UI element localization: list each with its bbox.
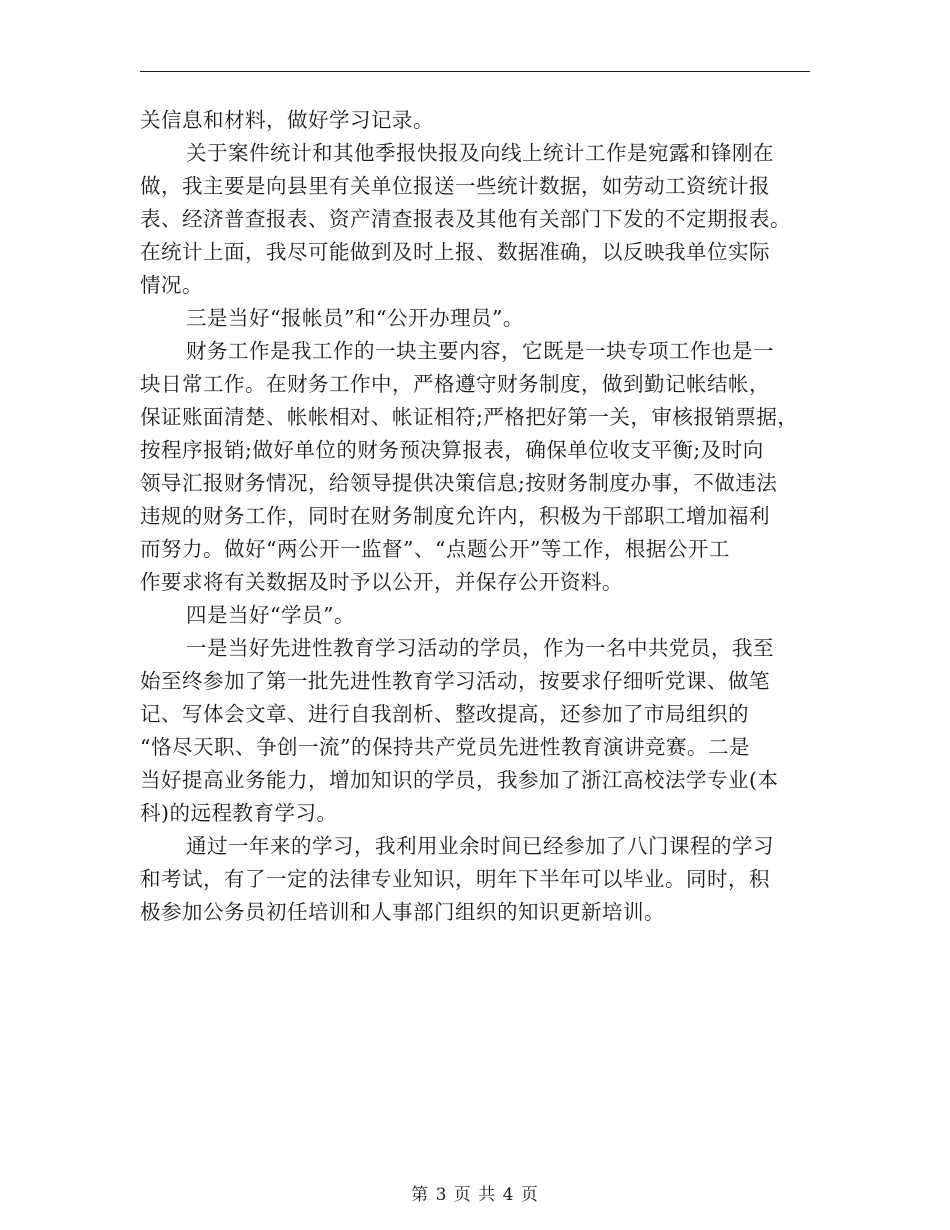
text-line: 保证账面清楚、帐帐相对、帐证相符;严格把好第一关，审核报销票据， (140, 405, 799, 429)
text-line: 作要求将有关数据及时予以公开，并保存公开资料。 (140, 570, 623, 594)
text-line: 做，我主要是向县里有关单位报送一些统计数据，如劳动工资统计报 (140, 174, 770, 198)
text-line: 关信息和材料，做好学习记录。 (140, 108, 434, 132)
header-rule (140, 71, 810, 72)
text-line: 情况。 (140, 273, 203, 297)
text-line: 领导汇报财务情况，给领导提供决策信息;按财务制度办事，不做违法 (140, 471, 778, 495)
text-line: 始至终参加了第一批先进性教育学习活动，按要求仔细听党课、做笔 (140, 669, 770, 693)
text-line: 而努力。做好“两公开一监督”、“点题公开”等工作，根据公开工 (140, 537, 730, 561)
text-line: 和考试，有了一定的法律专业知识，明年下半年可以毕业。同时，积 (140, 867, 770, 891)
text-line: 关于案件统计和其他季报快报及向线上统计工作是宛露和锋刚在 (186, 141, 774, 165)
text-line: “恪尽天职、争创一流”的保持共产党员先进性教育演讲竞赛。二是 (140, 735, 750, 759)
text-line: 极参加公务员初任培训和人事部门组织的知识更新培训。 (140, 900, 665, 924)
text-line: 当好提高业务能力，增加知识的学员，我参加了浙江高校法学专业(本 (140, 768, 779, 792)
section-heading: 三是当好“报帐员”和“公开办理员”。 (186, 306, 524, 330)
page-number: 第 3 页 共 4 页 (411, 1185, 539, 1205)
text-line: 块日常工作。在财务工作中，严格遵守财务制度，做到勤记帐结帐， (140, 372, 770, 396)
text-line: 按程序报销;做好单位的财务预决算报表，确保单位收支平衡;及时向 (140, 438, 764, 462)
text-line: 一是当好先进性教育学习活动的学员，作为一名中共党员，我至 (186, 636, 774, 660)
text-line: 通过一年来的学习，我利用业余时间已经参加了八门课程的学习 (186, 834, 774, 858)
text-line: 在统计上面，我尽可能做到及时上报、数据准确，以反映我单位实际 (140, 240, 770, 264)
text-line: 表、经济普查报表、资产清查报表及其他有关部门下发的不定期报表。 (140, 207, 791, 231)
text-line: 记、写体会文章、进行自我剖析、整改提高，还参加了市局组织的 (140, 702, 749, 726)
section-heading: 四是当好“学员”。 (186, 603, 355, 627)
text-line: 科)的远程教育学习。 (140, 801, 338, 825)
text-line: 违规的财务工作，同时在财务制度允许内，积极为干部职工增加福利 (140, 504, 770, 528)
text-line: 财务工作是我工作的一块主要内容，它既是一块专项工作也是一 (186, 339, 774, 363)
document-body (140, 104, 812, 929)
